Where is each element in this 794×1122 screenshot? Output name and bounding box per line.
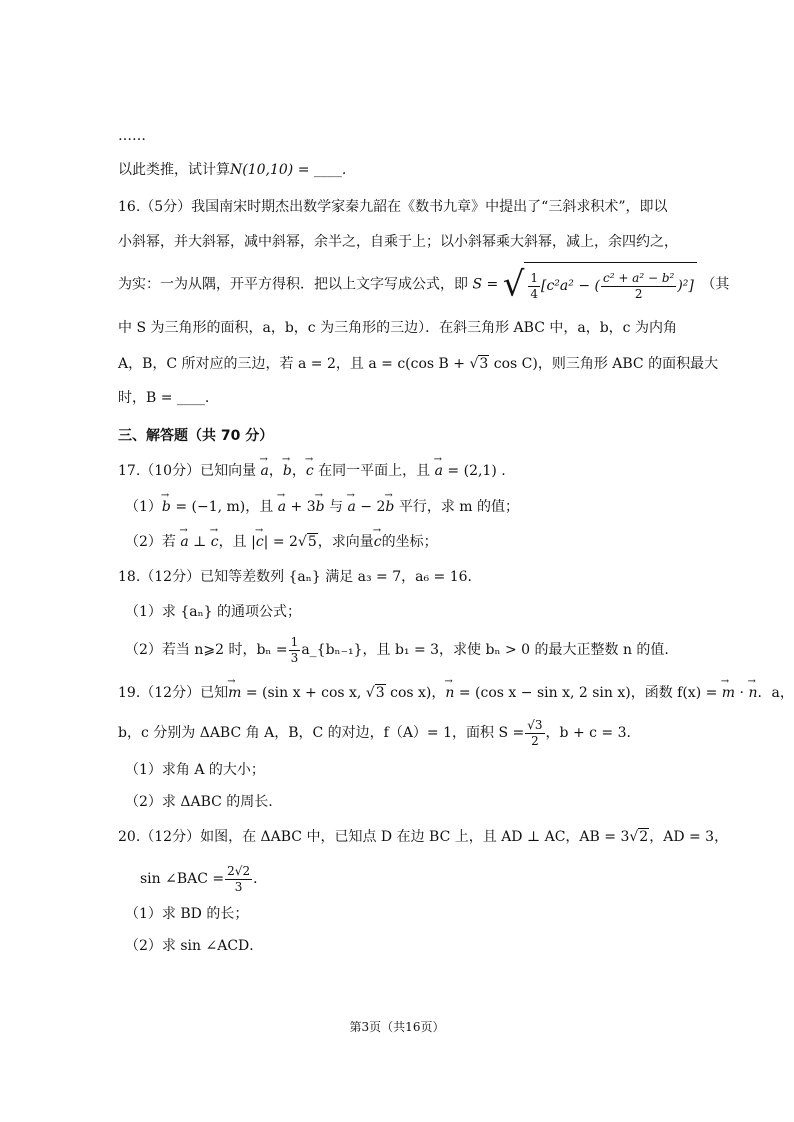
formula-lhs: S = [472,276,499,293]
q16-line3 [118,262,729,307]
q16-line2: 小斜幂，并大斜幂，减中斜幂，余半之，自乘于上；以小斜幂乘大斜幂，减上，余四约之， [118,234,678,250]
calc-expr: N(10,10) = ____. [230,162,347,178]
frac-quarter: $\frac{1}{4}$ [530,270,538,301]
q16-line3-post: （其 [701,276,730,293]
q20-part2: （2）求 sin ∠ACD． [125,938,264,954]
q17-part2: （2）若 → a ⊥ → c，且 |→ c| = 2√5，求向量→ c的坐标； [125,532,438,552]
q18-part1: （1）求 {aₙ} 的通项公式； [125,604,302,620]
page-footer: 第3页（共16页） [349,1020,445,1034]
formula-sqrt: √ $\frac{1}{4}$ [c²a² − ( $\frac{\text{c² + a² − b²}}{2}$ )²] [503,262,697,307]
q20-part1: （1）求 BD 的长； [125,906,249,922]
frac-inner: $\frac{\text{c² + a² − b²}}{2}$ [602,270,675,301]
q19-part1: （1）求角 A 的大小； [125,762,265,778]
q16-line5: A，B，C 所对应的三边，若 a = 2，且 a = c(cos B + √3 cos C)，则三角形 ABC 的面积最大 [118,356,719,372]
q19-line2: b，c 分别为 ΔABC 角 A，B，C 的对边，f（A）= 1，面积 S = $\frac{√3}{2}$ ，b + c = 3． [118,717,641,748]
q19-line1: 19.（12分）已知→ m = (sin x + cos x, √3 cos x)，→ n = (cos x − sin x, 2 sin x)，函数 f(x) = → m · → n．a， [118,683,794,703]
q16-line1: 16.（5分）我国南宋时期杰出数学家秦九韶在《数书九章》中提出了“三斜求积术”，即以 [118,199,668,215]
section-title: 三、解答题（共 70 分） [118,428,274,444]
q20-line2: sin ∠BAC = $\frac{2√2}{3}$ ． [140,863,268,894]
ellipsis: …… [118,128,146,144]
bracket-close: )²] [677,278,694,294]
q20-line1: 20.（12分）如图，在 ΔABC 中，已知点 D 在边 BC 上，且 AD ⊥ AC，AB = 3√2，AD = 3， [118,829,729,845]
q18-line1: 18.（12分）已知等差数列 {aₙ} 满足 a₃ = 7，a₆ = 16． [118,569,482,585]
calc-text: 以此类推，试计算 [118,162,230,178]
calc-line [118,160,346,180]
q17-line1: 17.（10分）已知向量 → a，→ b，→ c 在同一平面上，且 → a = (2,1) . [118,461,506,481]
bracket-open: [c²a² − ( [541,278,600,294]
q16-line3-text: 为实：一为从隅，开平方得积．把以上文字写成公式，即 [118,276,468,293]
q17-part1: （1）→ b = (−1, m)，且 → a + 3→ b 与 → a − 2→ b 平行，求 m 的值； [125,497,519,517]
q16-line4: 中 S 为三角形的面积，a，b，c 为三角形的三边）．在斜三角形 ABC 中，a，b，c 为内角 [118,320,677,336]
q16-line6: 时，B = ____. [118,390,210,406]
q19-part2: （2）求 ΔABC 的周长. [125,794,273,810]
q18-part2: （2）若当 n⩾2 时，bₙ = $\frac{1}{3}$ a_{bₙ₋₁}，且 b₁ = 3，求使 bₙ > 0 的最大正整数 n 的值. [125,634,669,665]
